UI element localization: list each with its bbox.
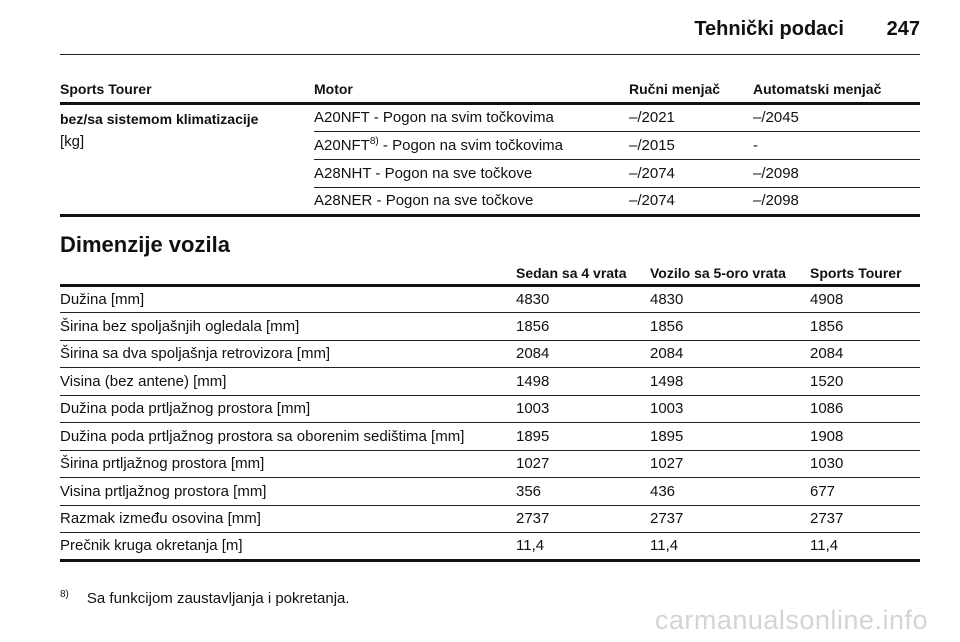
page-title: Tehnički podaci <box>694 18 844 40</box>
sedan-value: 1498 <box>516 368 650 396</box>
hatchback-value: 1027 <box>650 450 810 478</box>
hatchback-value: 1498 <box>650 368 810 396</box>
column-header: Vozilo sa 5-oro vrata <box>650 262 810 285</box>
sedan-value: 1895 <box>516 423 650 451</box>
hatchback-value: 1003 <box>650 395 810 423</box>
motor-cell: A28NHT - Pogon na sve točkove <box>314 159 629 187</box>
table-row <box>60 313 920 341</box>
table-row <box>60 423 920 451</box>
weight-table <box>60 77 920 217</box>
dimension-label: Visina (bez antene) [mm] <box>60 368 516 396</box>
footnote-marker: 8) <box>369 135 379 147</box>
sports-tourer-value: 11,4 <box>810 533 920 561</box>
spec-label: bez/sa sistemom klimatizacije <box>60 110 259 127</box>
dimensions-table-header <box>60 262 920 285</box>
manual-cell: –/2015 <box>629 131 753 159</box>
column-header: Automatski menjač <box>753 77 920 103</box>
motor-cell: A20NFT - Pogon na svim točkovima <box>314 103 629 131</box>
table-row <box>60 478 920 506</box>
sports-tourer-value: 677 <box>810 478 920 506</box>
sedan-value: 1003 <box>516 395 650 423</box>
table-row <box>60 533 920 561</box>
dimension-label: Dužina poda prtljažnog prostora sa oborenim sedištima [mm] <box>60 423 516 451</box>
weight-table-header <box>60 77 920 103</box>
table-row <box>60 395 920 423</box>
dimension-label: Širina prtljažnog prostora [mm] <box>60 450 516 478</box>
sedan-value: 356 <box>516 478 650 506</box>
sedan-value: 1027 <box>516 450 650 478</box>
column-header: Motor <box>314 77 629 103</box>
column-header <box>60 262 516 285</box>
sedan-value: 11,4 <box>516 533 650 561</box>
hatchback-value: 1895 <box>650 423 810 451</box>
dimension-label: Dužina poda prtljažnog prostora [mm] <box>60 395 516 423</box>
sedan-value: 2084 <box>516 340 650 368</box>
dimension-label: Razmak između osovina [mm] <box>60 505 516 533</box>
hatchback-value: 11,4 <box>650 533 810 561</box>
table-row <box>60 285 920 313</box>
automatic-cell: –/2098 <box>753 159 920 187</box>
column-header: Ručni menjač <box>629 77 753 103</box>
manual-cell: –/2074 <box>629 187 753 215</box>
motor-name: A20NFT <box>314 136 370 154</box>
sports-tourer-value: 1520 <box>810 368 920 396</box>
sports-tourer-value: 2084 <box>810 340 920 368</box>
sports-tourer-value: 4908 <box>810 285 920 313</box>
dimension-label: Širina bez spoljašnjih ogledala [mm] <box>60 313 516 341</box>
sports-tourer-value: 1086 <box>810 395 920 423</box>
column-header: Sports Tourer <box>810 262 920 285</box>
sports-tourer-value: 1908 <box>810 423 920 451</box>
automatic-cell: –/2098 <box>753 187 920 215</box>
automatic-cell: –/2045 <box>753 103 920 131</box>
dimensions-table <box>60 262 920 562</box>
sports-tourer-value: 2737 <box>810 505 920 533</box>
sedan-value: 4830 <box>516 285 650 313</box>
page-number: 247 <box>886 18 920 40</box>
footnote <box>60 589 350 607</box>
table-row <box>60 368 920 396</box>
table-row <box>60 505 920 533</box>
dimension-label: Dužina [mm] <box>60 285 516 313</box>
table-row <box>60 450 920 478</box>
hatchback-value: 2084 <box>650 340 810 368</box>
page-header <box>60 0 920 55</box>
motor-drive: - Pogon na svim točkovima <box>378 136 564 154</box>
column-header: Sports Tourer <box>60 77 314 103</box>
manual-cell: –/2074 <box>629 159 753 187</box>
dimension-label: Prečnik kruga okretanja [m] <box>60 533 516 561</box>
sedan-value: 2737 <box>516 505 650 533</box>
footnote-text: Sa funkcijom zaustavljanja i pokretanja. <box>86 590 350 607</box>
sports-tourer-value: 1030 <box>810 450 920 478</box>
hatchback-value: 2737 <box>650 505 810 533</box>
hatchback-value: 436 <box>650 478 810 506</box>
hatchback-value: 4830 <box>650 285 810 313</box>
table-row <box>60 103 920 131</box>
spec-unit: [kg] <box>60 132 85 150</box>
footnote-number: 8) <box>60 589 69 600</box>
manual-cell: –/2021 <box>629 103 753 131</box>
section-title: Dimenzije vozila <box>60 232 230 257</box>
sedan-value: 1856 <box>516 313 650 341</box>
dimension-label: Širina sa dva spoljašnja retrovizora [mm] <box>60 340 516 368</box>
watermark: carmanualsonline.info <box>654 605 928 635</box>
motor-cell <box>314 131 629 159</box>
column-header: Sedan sa 4 vrata <box>516 262 650 285</box>
table-row <box>60 340 920 368</box>
sports-tourer-value: 1856 <box>810 313 920 341</box>
automatic-cell: - <box>753 131 920 159</box>
motor-cell: A28NER - Pogon na sve točkove <box>314 187 629 215</box>
dimension-label: Visina prtljažnog prostora [mm] <box>60 478 516 506</box>
spec-cell <box>60 103 314 215</box>
hatchback-value: 1856 <box>650 313 810 341</box>
